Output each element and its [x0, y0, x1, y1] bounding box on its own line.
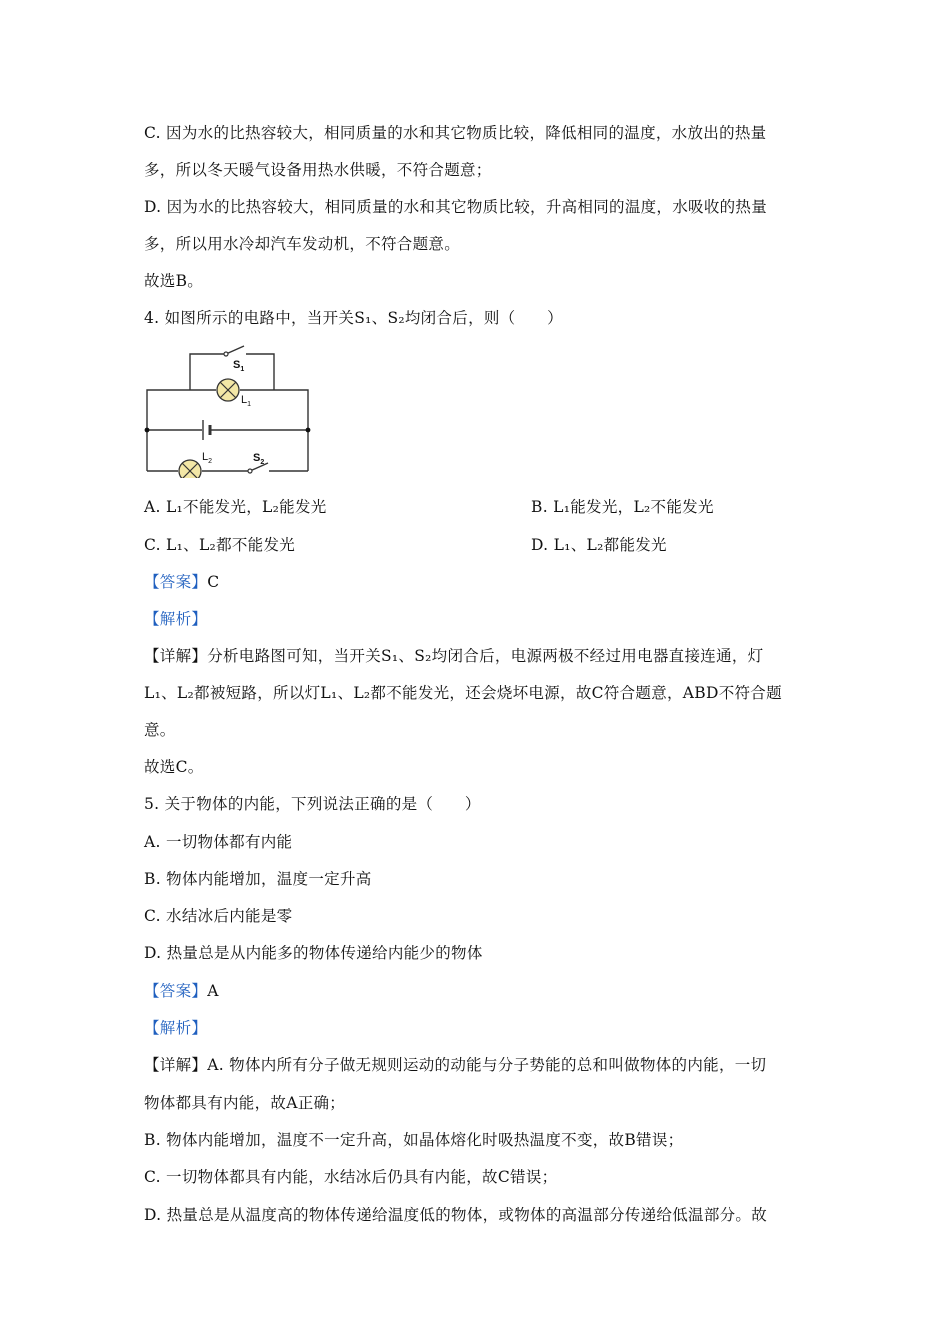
detail-tag: 【详解】	[144, 1056, 208, 1074]
prev-option-c-line2: 多，所以冬天暖气设备用热水供暖，不符合题意；	[144, 161, 492, 179]
prev-option-d-line2: 多，所以用水冷却汽车发动机，不符合题意。	[144, 235, 461, 253]
question-5-option-d: D. 热量总是从内能多的物体传递给内能少的物体	[144, 944, 483, 962]
question-4-detail-line3: 意。	[144, 721, 176, 739]
question-5-detail-line1: 【详解】A. 物体内所有分子做无规则运动的动能与分子势能的总和叫做物体的内能，一切	[144, 1056, 767, 1074]
question-5-detail-line2: 物体都具有内能，故A正确；	[144, 1094, 346, 1112]
question-5-option-a: A. 一切物体都有内能	[144, 833, 293, 851]
question-5-detail-line3: B. 物体内能增加，温度不一定升高，如晶体熔化时吸热温度不变，故B错误；	[144, 1131, 684, 1149]
question-4-detail-line2: L₁、L₂都被短路，所以灯L₁、L₂都不能发光，还会烧坏电源，故C符合题意，ABD不符合题	[144, 684, 782, 702]
question-4-option-a: A. L₁不能发光，L₂能发光	[144, 498, 327, 516]
question-4-option-d: D. L₁、L₂都能发光	[531, 536, 667, 554]
question-5-detail-line5: D. 热量总是从温度高的物体传递给温度低的物体，或物体的高温部分传递给低温部分。故	[144, 1206, 768, 1224]
junction-right	[306, 428, 311, 433]
lamp-l2-icon	[179, 460, 201, 478]
question-5-detail-line4: C. 一切物体都具有内能，水结冰后仍具有内能，故C错误；	[144, 1168, 558, 1186]
label-l2: $L_2$	[202, 451, 213, 465]
label-s2: $S_2$	[253, 452, 265, 466]
question-4-option-c: C. L₁、L₂都不能发光	[144, 536, 296, 554]
prev-conclusion: 故选B。	[144, 272, 204, 290]
question-5-option-b: B. 物体内能增加，温度一定升高	[144, 870, 372, 888]
question-4-analysis-tag: 【解析】	[144, 610, 208, 628]
prev-option-d-line1: D. 因为水的比热容较大，相同质量的水和其它物质比较，升高相同的温度，水吸收的热量	[144, 198, 768, 216]
question-5-option-c: C. 水结冰后内能是零	[144, 907, 293, 925]
question-4-stem: 4. 如图所示的电路中，当开关S₁、S₂均闭合后，则（ ）	[144, 309, 563, 327]
switch-s2-blade	[250, 463, 268, 471]
question-4-answer	[144, 572, 219, 592]
prev-option-c-line1: C. 因为水的比热容较大，相同质量的水和其它物质比较，降低相同的温度，水放出的热量	[144, 124, 767, 142]
question-4-detail-line1: 【详解】分析电路图可知，当开关S₁、S₂均闭合后，电源两极不经过用电器直接连通，灯	[144, 647, 764, 665]
question-5-analysis-tag: 【解析】	[144, 1019, 208, 1037]
question-5-stem: 5. 关于物体的内能，下列说法正确的是（ ）	[144, 795, 481, 813]
switch-s1-blade	[226, 346, 244, 354]
question-4-option-b: B. L₁能发光，L₂不能发光	[531, 498, 714, 516]
question-4-conclusion: 故选C。	[144, 758, 204, 776]
detail-tag: 【详解】	[144, 647, 208, 665]
lamp-l1-icon	[217, 379, 239, 401]
answer-tag: 【答案】	[144, 982, 208, 1000]
answer-value: C	[207, 573, 220, 591]
label-s1: $S_1$	[233, 359, 245, 373]
question-5-answer	[144, 981, 219, 1001]
answer-value: A	[207, 982, 219, 1000]
circuit-diagram	[140, 343, 320, 478]
junction-left	[145, 428, 150, 433]
label-l1: $L_1$	[241, 394, 252, 408]
answer-tag: 【答案】	[144, 573, 208, 591]
